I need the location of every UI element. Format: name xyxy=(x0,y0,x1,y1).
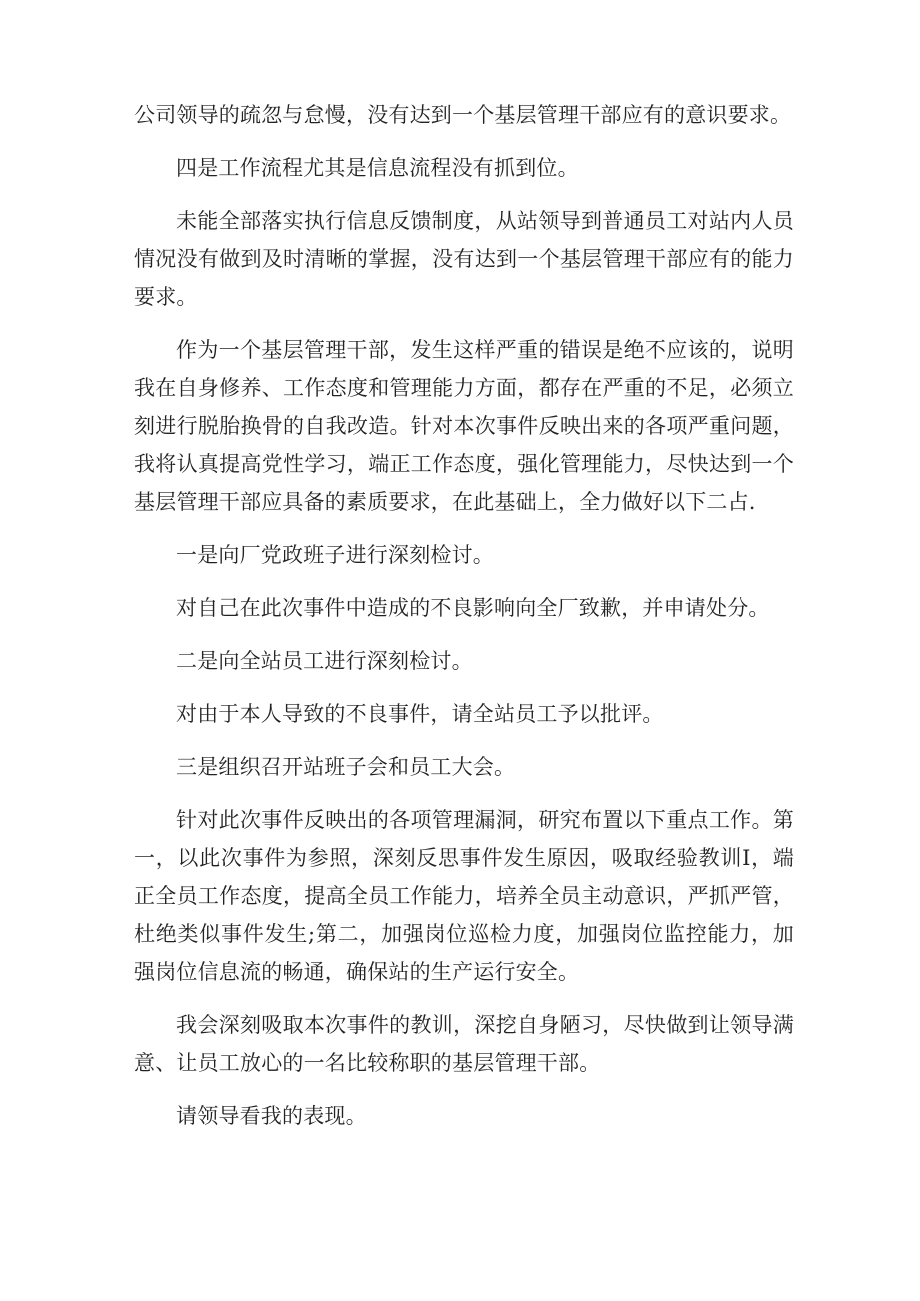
paragraph-6: 对自己在此次事件中造成的不良影响向全厂致歉，并申请处分。 xyxy=(176,596,770,620)
paragraph-9: 三是组织召开站班子会和员工大会。 xyxy=(176,755,516,779)
paragraph-1: 公司领导的疏忽与怠慢，没有达到一个基层管理干部应有的意识要求。 xyxy=(134,103,792,127)
paragraph-2: 四是工作流程尤其是信息流程没有抓到位。 xyxy=(176,156,579,180)
paragraph-10: 针对此次事件反映出的各项管理漏洞，研究布置以下重点工作。第一，以此次事件为参照，深刻反思事件发生原因，吸取经验教训I，端正全员工作态度，提高全员工作能力，培养全员主动意识，严抓严管，杜绝类似事件发生;第二，加强岗位巡检力度，加强岗位监控能力，加强岗位信息流的畅通，确保站的生产运行安全。 xyxy=(134,808,794,984)
paragraph-3: 未能全部落实执行信息反馈制度，从站领导到普通员工对站内人员情况没有做到及时清晰的掌握，没有达到一个基层管理干部应有的能力要求。 xyxy=(134,209,794,309)
document-body xyxy=(134,96,794,1150)
paragraph-7: 二是向全站员工进行深刻检讨。 xyxy=(176,649,473,673)
paragraph-12: 请领导看我的表现。 xyxy=(176,1104,367,1128)
paragraph-4: 作为一个基层管理干部，发生这样严重的错误是绝不应该的，说明我在自身修养、工作态度和管理能力方面，都存在严重的不足，必须立刻进行脱胎换骨的自我改造。针对本次事件反映出来的各项严重问题，我将认真提高党性学习，端正工作态度，强化管理能力，尽快达到一个基层管理干部应具备的素质要求，在此基础上，全力做好以下二占. xyxy=(134,338,794,514)
paragraph-8: 对由于本人导致的不良事件，请全站员工予以批评。 xyxy=(176,702,664,726)
paragraph-11: 我会深刻吸取本次事件的教训，深挖自身陋习，尽快做到让领导满意、让员工放心的一名比较称职的基层管理干部。 xyxy=(134,1013,794,1075)
paragraph-5: 一是向厂党政班子进行深刻检讨。 xyxy=(176,543,494,567)
